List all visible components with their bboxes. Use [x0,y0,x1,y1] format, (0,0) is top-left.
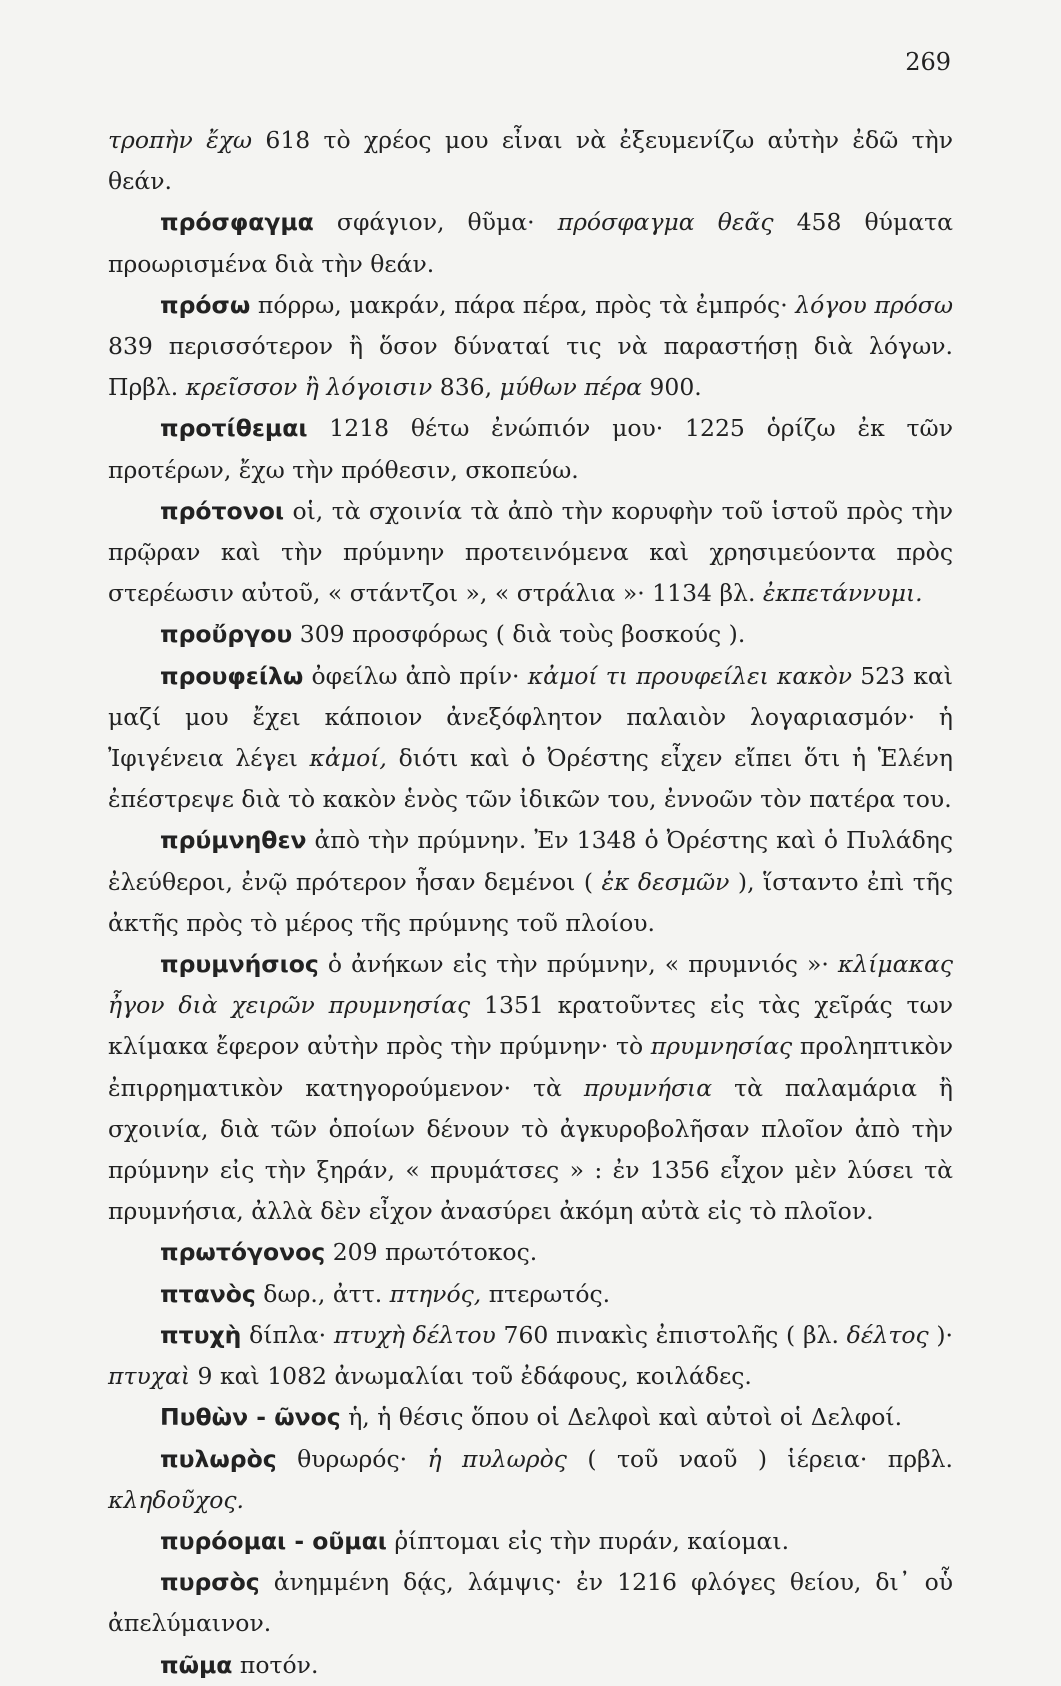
definition-text: 309 προσφόρως ( διὰ τοὺς βοσκούς ). [292,620,746,649]
headword: πρόσφαγμα [160,208,314,237]
italic-citation: ἐκπετάννυμι. [762,579,923,608]
italic-citation: πτηνός, [389,1279,482,1308]
definition-text: σφάγιον, θῦμα· [313,208,558,237]
definition-text: 523 καὶ μαζί μου ἔχει κάποιον ἀνεξόφλητον παλαιὸν λογαριασμόν· ἡ Ἰφιγένεια λέγει [108,661,953,773]
italic-citation: κἀμοί τι προυφείλει κακὸν [527,661,853,690]
definition-text: τὰ παλαμάρια ἢ σχοινία, διὰ τῶν ὁποίων δένουν τὸ ἀγκυροβολῆσαν πλοῖον ἀπὸ τὴν πρύμνην εἰς τὴν ξηράν, « πρυμάτσες » : ἐν 1356 εἶχον μὲν λύσει τὰ πρυμνήσια, ἀλλὰ δὲν εἶχον ἀνασύρει ἀκόμη αὐτὰ εἰς τὸ πλοῖον. [108,1073,953,1226]
definition-text: 836, [432,373,500,402]
headword: προτίθεμαι [160,414,308,443]
italic-citation: τροπὴν ἔχω [108,126,253,154]
definition-text: 760 πινακὶς ἐπιστολῆς ( βλ. [495,1320,847,1349]
definition-text: ποτόν. [232,1650,319,1679]
headword: πτυχὴ [160,1320,242,1349]
italic-citation: δέλτος [846,1320,929,1349]
definition-text: πτερωτός. [481,1279,611,1308]
italic-citation: ἡ πυλωρὸς [427,1444,567,1473]
headword: πρωτόγονος [160,1238,326,1267]
italic-citation: ἐκ δεσμῶν [601,867,730,896]
glossary-entries [108,120,953,1686]
glossary-entry [108,1521,953,1562]
definition-text: ἡ, ἡ θέσις ὅπου οἱ Δελφοὶ καὶ αὐτοὶ οἱ Δελφοί. [340,1403,903,1432]
headword: πρύμνηθεν [160,826,307,855]
page-number: 269 [905,48,951,76]
definition-text: ῥίπτομαι εἰς τὴν πυράν, καίομαι. [386,1526,790,1555]
italic-citation: πτυχὴ δέλτου [333,1320,496,1349]
definition-text: 839 περισσότερον ἢ ὅσον δύναταί τις νὰ παραστήσῃ διὰ λόγων. Πρβλ. [108,332,953,402]
definition-text: θυρωρός· [276,1444,428,1473]
glossary-entry [108,1439,953,1521]
headword: Πυθὼν - ῶνος [160,1403,341,1432]
definition-text: ), ἵσταντο ἐπὶ τῆς ἀκτῆς πρὸς τὸ μέρος τῆς πρύμνης τοῦ πλοίου. [108,867,954,937]
definition-text: οἱ, τὰ σχοινία τὰ ἀπὸ τὴν κορυφὴν τοῦ ἱστοῦ πρὸς τὴν πρῷραν καὶ τὴν πρύμνην προτεινόμενα καὶ χρησιμεύοντα πρὸς στερέωσιν αὐτοῦ, « στάντζοι », « στράλια »· 1134 βλ. [108,496,953,608]
italic-citation: κρεῖσσον ἢ λόγοισιν [185,373,433,402]
headword: πυρσὸς [160,1568,260,1597]
definition-text: 618 τὸ χρέος μου εἶναι νὰ ἐξευμενίζω αὐτὴν ἐδῶ τὴν θεάν. [108,126,953,196]
italic-citation: μύθων πέρα [499,373,642,402]
definition-text: πόρρω, μακράν, πάρα πέρα, πρὸς τὰ ἐμπρός· [250,290,796,319]
glossary-entry [108,656,953,821]
definition-text: ἀπὸ τὴν πρύμνην. Ἐν 1348 ὁ Ὀρέστης καὶ ὁ Πυλάδης ἐλεύθεροι, ἐνῷ πρότερον ἦσαν δεμένοι ( [108,826,953,896]
definition-text: ( τοῦ ναοῦ ) ἱέρεια· πρβλ. [566,1444,953,1473]
italic-citation: πρυμνήσια [583,1073,713,1102]
glossary-entry [108,408,953,490]
headword: πυρόομαι - οῦμαι [160,1526,387,1555]
italic-citation: πρυμνησίας [650,1032,793,1061]
headword: πρόσω [160,290,251,319]
glossary-entry [108,120,953,202]
italic-citation: πρόσφαγμα θεᾶς [557,208,774,237]
definition-text: 209 πρωτότοκος. [325,1238,538,1267]
italic-citation: κλίμακας ἦγον διὰ χειρῶν πρυμνησίας [108,950,953,1020]
definition-text: διότι καὶ ὁ Ὀρέστης εἶχεν εἴπει ὅτι ἡ Ἑλένη ἐπέστρεψε διὰ τὸ κακὸν ἑνὸς τῶν ἰδικῶν του, ἐννοῶν τὸν πατέρα του. [108,744,954,814]
definition-text: 1351 κρατοῦντες εἰς τὰς χεῖράς των κλίμακα ἔφερον αὐτὴν πρὸς τὴν πρύμνην· τὸ [108,991,954,1061]
definition-text: προληπτικὸν ἐπιρρηματικὸν κατηγορούμενον· τὰ [108,1032,953,1102]
definition-text: δίπλα· [241,1320,334,1349]
headword: πῶμα [160,1650,233,1679]
glossary-entry [108,202,953,284]
definition-text: )· [928,1320,954,1349]
glossary-entry [108,1315,953,1397]
definition-text: δωρ., ἀττ. [255,1279,390,1308]
italic-citation: κἀμοί, [309,744,387,773]
definition-text: 1218 θέτω ἐνώπιόν μου· 1225 ὁρίζω ἐκ τῶν προτέρων, ἔχω τὴν πρόθεσιν, σκοπεύω. [108,414,953,484]
glossary-entry [108,1397,953,1438]
definition-text: ὁ ἀνήκων εἰς τὴν πρύμνην, « πρυμνιός »· [318,950,838,979]
glossary-entry [108,820,953,944]
headword: προυφείλω [160,661,304,690]
glossary-entry [108,1645,953,1686]
definition-text: ὀφείλω ἀπὸ πρίν· [303,661,528,690]
headword: πτανὸς [160,1279,256,1308]
glossary-entry [108,491,953,615]
glossary-entry [108,1232,953,1273]
italic-citation: κληδοῦχος. [108,1485,244,1514]
headword: πρότονοι [160,496,285,525]
glossary-entry [108,1562,953,1644]
headword: πυλωρὸς [160,1444,277,1473]
italic-citation: λόγου πρόσω [795,290,953,319]
definition-text: 458 θύματα προωρισμένα διὰ τὴν θεάν. [108,208,953,278]
glossary-entry [108,944,953,1232]
headword: πρυμνήσιος [160,950,319,979]
definition-text: 900. [641,373,702,402]
definition-text: 9 καὶ 1082 ἀνωμαλίαι τοῦ ἐδάφους, κοιλάδες. [190,1362,752,1391]
glossary-entry [108,1274,953,1315]
italic-citation: πτυχαὶ [108,1362,191,1391]
glossary-entry [108,285,953,409]
headword: προὔργου [160,620,293,649]
glossary-entry [108,614,953,655]
definition-text: ἀνημμένη δᾴς, λάμψις· ἐν 1216 φλόγες θείου, δι᾽ οὗ ἀπελύμαινον. [108,1568,953,1638]
